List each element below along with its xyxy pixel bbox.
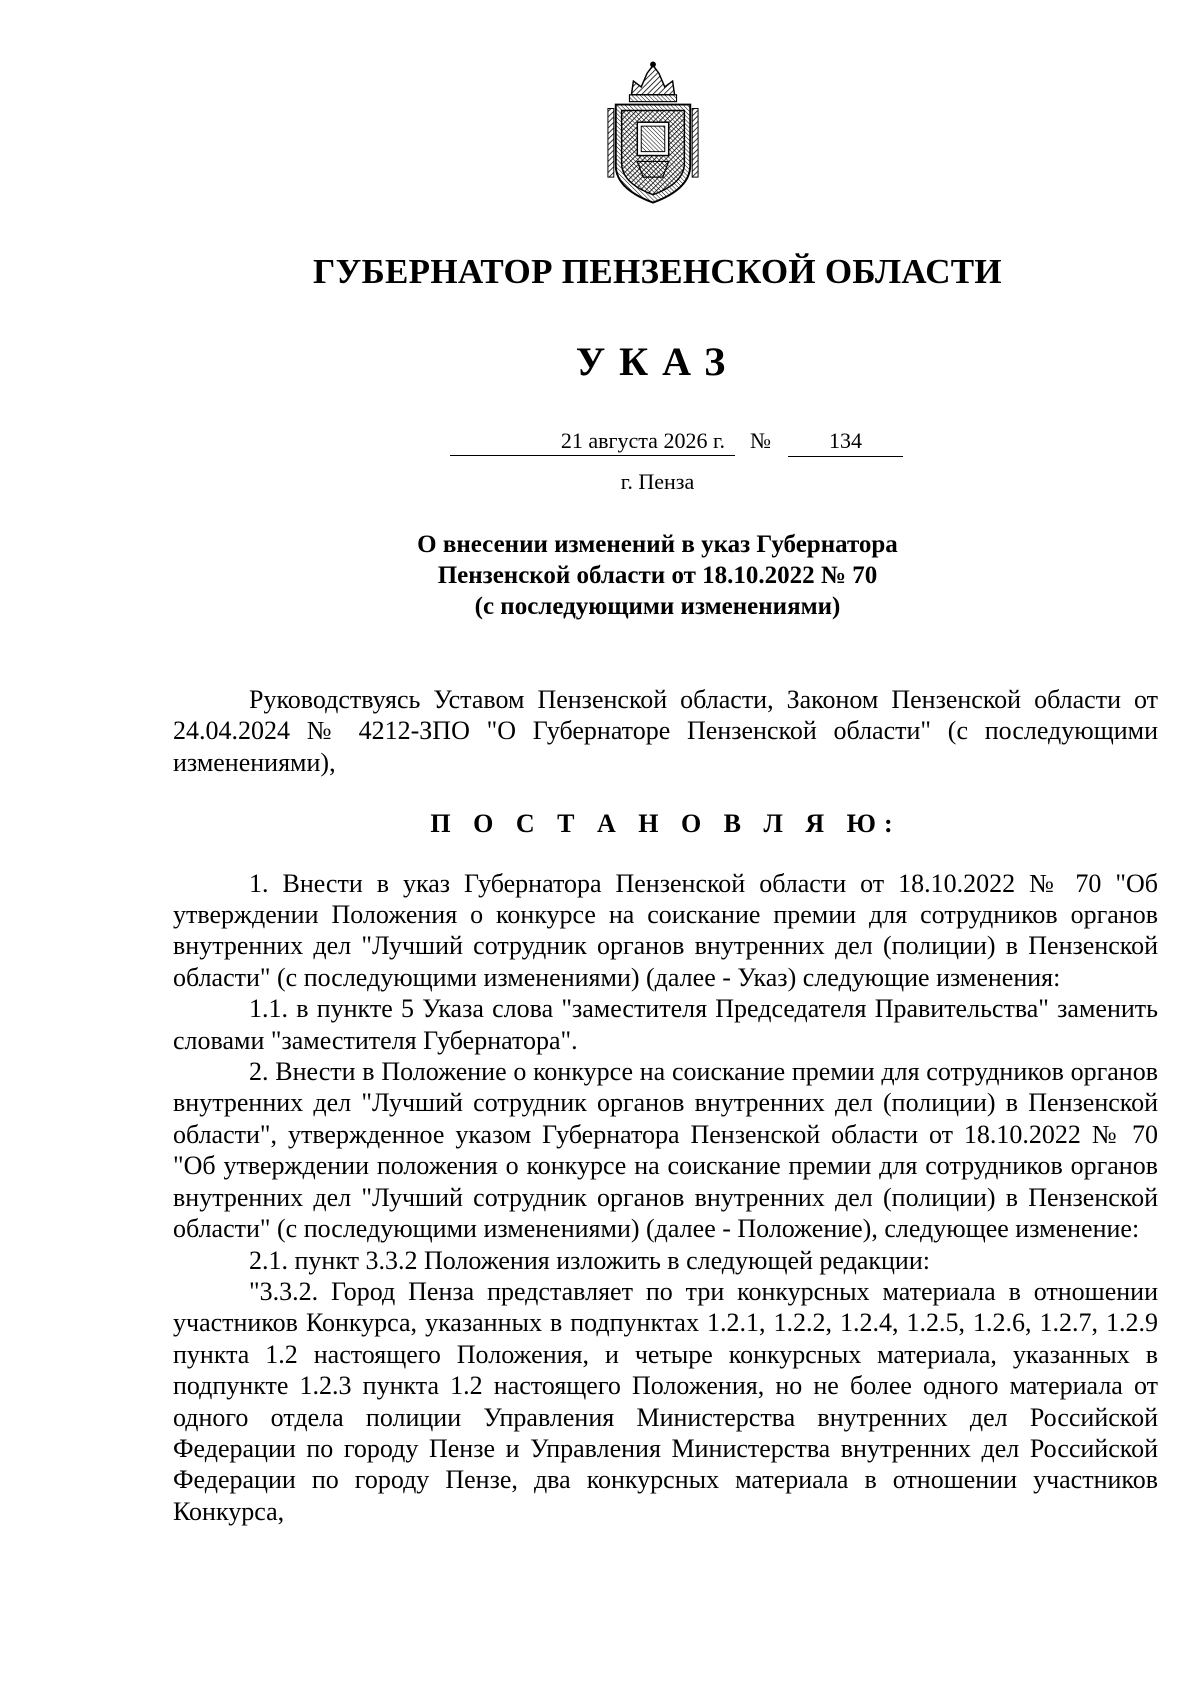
document-date: 21 августа 2026 г. [560,428,725,453]
document-type: УКАЗ [575,339,740,384]
decree-heading: П О С Т А Н О В Л Я Ю: [430,809,901,839]
body-paragraph: 2.1. пункт 3.3.2 Положения изложить в следующей редакции: [249,1245,930,1275]
date-field [450,428,735,456]
body-paragraph: 1.1. в пункте 5 Указа слова "заместителя Председателя Правительства" заменить словами "заместителя Губернатора". [173,994,1158,1055]
document-number: 134 [788,428,903,457]
coat-of-arms-icon [604,58,702,208]
body-paragraph: 2. Внести в Положение о конкурсе на соискание премии для сотрудников органов внутренних дел "Лучший сотрудник органов внутренних дел (полиции) в Пензенской области", утвержденное указом Губернатора Пензенской области от 18.10.2022 № 70 "Об утверждении положения о конкурсе на соискание премии для сотрудников органов внутренних дел "Лучший сотрудник органов внутренних дел (полиции) в Пензенской области" (с последующими изменениями) (далее - Положение), следующее изменение: [173,1057,1158,1244]
document-body [173,684,1158,1527]
title-line: Пензенской области от 18.10.2022 № 70 [437,562,878,589]
issuer-title: ГУБЕРНАТОР ПЕНЗЕНСКОЙ ОБЛАСТИ [313,252,1002,291]
city: г. Пенза [620,469,695,494]
body-paragraph: 1. Внести в указ Губернатора Пензенской области от 18.10.2022 № 70 "Об утверждении Положения о конкурсе на соискание премии для сотрудников органов внутренних дел "Лучший сотрудник органов внутренних дел (полиции) в Пензенской области" (с последующими изменениями) (далее - Указ) следующие изменения: [173,868,1158,992]
number-sign: № [750,428,771,453]
title-line: О внесении изменений в указ Губернатора [417,531,898,558]
preamble-paragraph: Руководствуясь Уставом Пензенской области, Законом Пензенской области от 24.04.2024 № 4212-ЗПО "О Губернаторе Пензенской области" (с последующими изменениями), [173,685,1158,777]
title-line: (с последующими изменениями) [474,593,841,620]
document-title [0,529,1200,622]
body-paragraph: "3.3.2. Город Пенза представляет по три конкурсных материала в отношении участников Конкурса, указанных в подпунктах 1.2.1, 1.2.2, 1.2.4, 1.2.5, 1.2.6, 1.2.7, 1.2.9 пункта 1.2 настоящего Положения, и четыре конкурсных материала, указанных в подпункте 1.2.3 пункта 1.2 настоящего Положения, но не более одного материала от одного отдела полиции Управления Министерства внутренних дел Российской Федерации по городу Пензе и Управления Министерства внутренних дел Российской Федерации по городу Пензе, два конкурсных материала в отношении участников Конкурса, [173,1276,1158,1526]
